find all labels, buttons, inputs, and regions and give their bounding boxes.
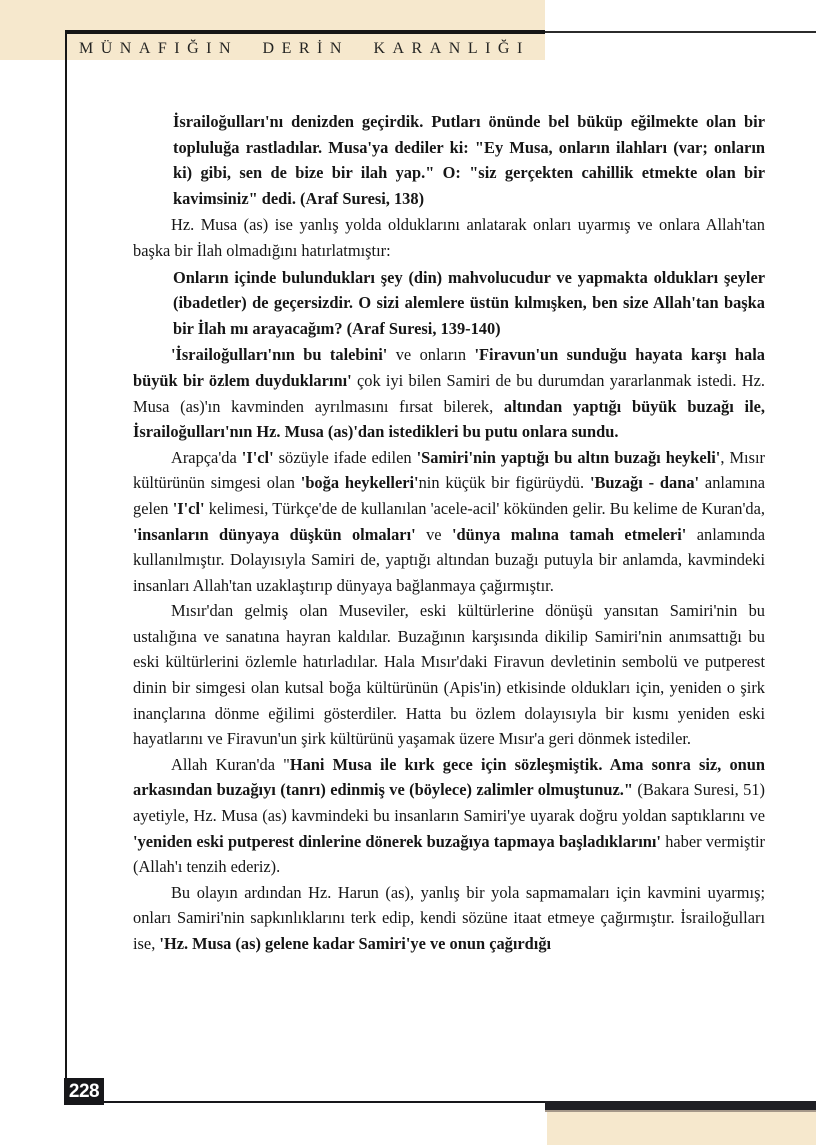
left-margin-rule: [65, 30, 67, 1078]
text-segment: Bu olayın ardından Hz. Harun (as), yanlış bir yola sapmamaları için kavmini uyarmış; onları Samiri'nin sapkınlıklarını terk edip, kendi sözüne itaat etmeye çağırmıştır. İsrailoğulları ise,: [133, 882, 765, 953]
body-paragraph: [133, 342, 765, 444]
text-segment: anlamında kullanılmıştır. Dolayısıyla Samiri de, yaptığı altından buzağı putuyla bir anlamda, kavmindeki insanları Allah'tan uzaklaştırıp dünyaya bağlanmaya çağırmıştır.: [133, 524, 765, 595]
bold-text-segment: 'boğa heykelleri': [300, 473, 419, 493]
page-number: 228: [68, 1080, 100, 1102]
header-rule-thick: [65, 30, 545, 34]
text-segment: sözüyle ifade edilen: [273, 447, 417, 467]
quote-paragraph: [173, 265, 765, 342]
bold-text-segment: 'dünya malına tamah etmeleri': [452, 524, 687, 544]
bold-text-segment: altından yaptığı büyük buzağı ile, İsrailoğulları'nın Hz. Musa (as)'dan istedikleri bu putu onlara sundu.: [133, 396, 765, 442]
page-number-badge: [64, 1078, 104, 1105]
bold-text-segment: 'Hz. Musa (as) gelene kadar Samiri'ye ve onun çağırdığı: [159, 934, 552, 953]
body-paragraph: [133, 445, 765, 599]
bold-text-segment: 'I'cl': [172, 498, 205, 518]
body-paragraph: [133, 880, 765, 957]
text-segment: haber vermiştir (Allah'ı tenzih ederiz).: [133, 831, 765, 877]
text-segment: ve: [415, 524, 452, 544]
bold-text-segment: 'insanların dünyaya düşkün olmaları': [133, 524, 416, 544]
bottom-right-cream-block: [547, 1112, 816, 1145]
text-segment: , Mısır kültürünün simgesi olan: [133, 447, 765, 493]
bold-text-segment: 'I'cl': [241, 447, 274, 467]
body-paragraph: [133, 212, 765, 263]
footer-rule-thin: [103, 1101, 545, 1103]
bold-text-segment: 'Samiri'nin yaptığı bu altın buzağı heykeli': [416, 447, 721, 467]
text-segment: çok iyi bilen Samiri de bu durumdan yararlanmak istedi. Hz. Musa (as)'ın kavminden ayrılmasını fırsat bilerek,: [133, 370, 765, 416]
text-segment: anlamına gelen: [133, 473, 765, 518]
text-segment: Arapça'da: [171, 447, 242, 467]
text-segment: ve onların: [387, 345, 475, 365]
text-segment: kelimesi, Türkçe'de de kullanılan 'acele-acil' kökünden gelir. Bu kelime de Kuran'da,: [204, 498, 765, 518]
bold-text-segment: 'yeniden eski putperest dinlerine dönerek buzağıya tapmaya başladıklarını': [133, 831, 661, 851]
text-segment: (Bakara Suresi, 51) ayetiyle, Hz. Musa (as) kavmindeki bu insanların Samiri'ye uyarak doğru yoldan saptıklarını ve: [133, 780, 765, 826]
footer-bar: [545, 1101, 816, 1112]
bold-text-segment: Onların içinde bulundukları şey (din) mahvolucudur ve yapmakta oldukları şeyler (ibadetler) de geçersizdir. O sizi alemlere üstün kılmışken, ben size Allah'tan başka bir İlah mı arayacağım? (Araf Suresi, 139-140): [173, 267, 765, 338]
text-segment: Allah Kuran'da ": [171, 754, 290, 774]
body-paragraph: [133, 752, 765, 880]
text-segment: Hz. Musa (as) ise yanlış yolda olduklarını anlatarak onları uyarmış ve onlara Allah'tan başka bir İlah olmadığını hatırlatmıştır:: [133, 215, 765, 260]
quote-paragraph: [173, 109, 765, 211]
running-head-title: MÜNAFIĞIN DERİN KARANLIĞI: [79, 40, 530, 57]
text-segment: nin küçük bir figürüydü.: [418, 473, 590, 493]
header-rule-thin: [545, 31, 816, 33]
body-paragraph: [133, 598, 765, 752]
text-segment: Mısır'dan gelmiş olan Museviler, eski kültürlerine dönüşü yansıtan Samiri'nin bu ustalığına ve sanatına hayran kaldılar. Buzağının karşısında dikilip Samiri'nin anımsattığı bu eski kültürlerini özlemle hatırladılar. Hala Mısır'daki Firavun devletinin sembolü ve putperest dinin bir simgesi olan kutsal boğa kültürünün (Apis'in) etkisinde oldukları için, yeniden o şirk inançlarına dönme eğilimi gösterdiler. Hatta bu özlem dolayısıyla bir kısmı yeniden eski hayatlarını ve Firavun'un şirk kültürünü yaşamak üzere Mısır'a geri dönmek istediler.: [133, 601, 765, 749]
bold-text-segment: 'Firavun'un sunduğu hayata karşı hala büyük bir özlem duyduklarını': [133, 345, 765, 390]
bold-text-segment: Hani Musa ile kırk gece için sözleşmiştik. Ama sonra siz, onun arkasından buzağıyı (tanrı) edinmiş ve (böylece) zalimler olmuştunuz.": [133, 754, 765, 800]
text-area: [133, 108, 765, 957]
bold-text-segment: İsrailoğulları'nı denizden geçirdik. Putları önünde bel büküp eğilmekte olan bir topluluğa rastladılar. Musa'ya dediler ki: "Ey Musa, onların ilahları (var; onların ki) gibi, sen de bize bir ilah yap." O: "siz gerçekten cahillik etmekte olan bir kavimsiniz" dedi. (Araf Suresi, 138): [173, 112, 765, 208]
bold-text-segment: 'Buzağı - dana': [589, 473, 700, 493]
bold-text-segment: 'İsrailoğulları'nın bu talebini': [171, 345, 388, 365]
